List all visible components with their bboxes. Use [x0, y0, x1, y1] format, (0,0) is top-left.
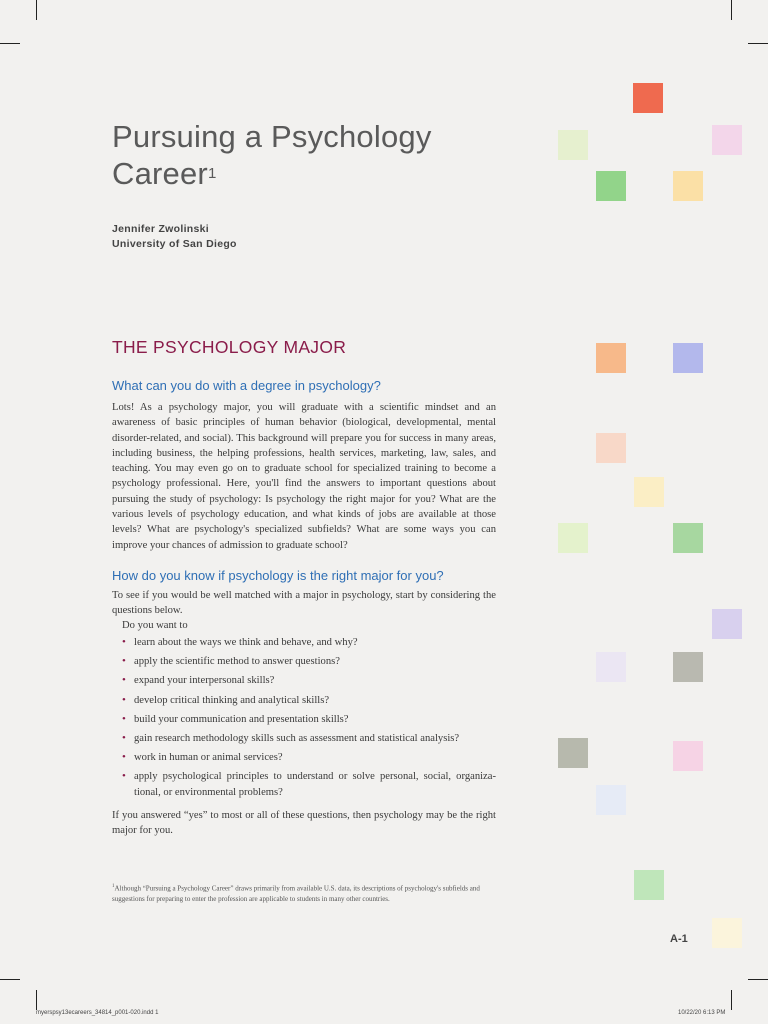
deco-square	[596, 785, 626, 815]
deco-square	[673, 523, 703, 553]
deco-square	[673, 741, 703, 771]
footnote-mark: 1	[112, 884, 115, 889]
deco-square	[558, 523, 588, 553]
paragraph-degree: Lots! As a psychology major, you will graduate with a scientific mindset and an awareness of basic principles of human behavior (biological, developmental, mental disorder-related, and social). This background will prepare you for success in many areas, including business, the helping professions, health services, marketing, law, sales, and teaching. You may even go on to graduate school for specialized training to become a psychology professional. Here, you'll find the answers to important questions about pursuing the study of psychology: Is psychology the right major for you? What are the various levels of psychology education, and what kinds of jobs are available at those levels? What are psychology's specialized subfields? What are some ways you can improve your chances of admission to graduate school?	[112, 402, 496, 551]
crop-mark	[36, 990, 37, 1010]
deco-square	[558, 130, 588, 160]
list-item: • gain research methodology skills such as assessment and statistical analysis?	[122, 731, 496, 746]
slug-filename: myerspsy13ecareers_34814_p001-020.indd 1	[36, 1010, 159, 1016]
deco-square	[712, 918, 742, 948]
subheading-degree: What can you do with a degree in psychology?	[112, 378, 381, 393]
deco-square	[596, 433, 626, 463]
bullet-icon: •	[122, 693, 126, 706]
crop-mark	[748, 979, 768, 980]
list-item: • develop critical thinking and analytical skills?	[122, 693, 496, 708]
author-block	[112, 222, 237, 251]
slug-date: 10/22/20 6:13 PM	[678, 1010, 726, 1016]
chapter-title-line1: Pursuing a Psychology	[112, 119, 432, 154]
footnote	[112, 882, 496, 904]
bullet-icon: •	[122, 712, 126, 725]
deco-square	[596, 652, 626, 682]
deco-square	[673, 343, 703, 373]
paragraph-conclusion: If you answered “yes” to most or all of these questions, then psychology may be the right major for you.	[112, 810, 496, 837]
bullet-icon: •	[122, 655, 126, 668]
deco-square	[712, 609, 742, 639]
bullet-icon: •	[122, 636, 126, 648]
author-affiliation: University of San Diego	[112, 237, 237, 250]
crop-mark	[731, 0, 732, 20]
section-title: THE PSYCHOLOGY MAJOR	[112, 337, 347, 357]
list-item: • work in human or animal services?	[122, 750, 496, 765]
deco-square	[596, 171, 626, 201]
footnote-text: Although “Pursuing a Psychology Career” draws primarily from available U.S. data, its descriptions of psychology's subfields and suggestions for preparing to enter the profession are applicable to students in many other countries.	[112, 884, 480, 903]
bullet-icon: •	[122, 674, 126, 687]
crop-mark	[731, 990, 732, 1010]
bullet-icon: •	[122, 751, 126, 764]
crop-mark	[748, 43, 768, 44]
deco-square	[712, 125, 742, 155]
list-item: • apply psychological principles to understand or solve personal, social, organizational, or environmental problems?	[122, 770, 496, 798]
deco-square	[634, 477, 664, 507]
deco-square	[633, 83, 663, 113]
page-number: A-1	[670, 933, 688, 945]
title-footnote-mark: 1	[207, 165, 217, 182]
bullet-icon: •	[122, 731, 126, 744]
question-list	[122, 635, 496, 804]
list-item: • apply the scientific method to answer questions?	[122, 654, 496, 669]
paragraph-lead: Do you want to	[122, 620, 188, 631]
bullet-icon: •	[122, 770, 126, 783]
chapter-title-line2: Career	[112, 156, 208, 191]
chapter-title	[112, 118, 432, 198]
deco-square	[558, 738, 588, 768]
crop-mark	[0, 43, 20, 44]
crop-mark	[36, 0, 37, 20]
deco-square	[673, 652, 703, 682]
subheading-right-major: How do you know if psychology is the right major for you?	[112, 568, 444, 583]
list-item: • learn about the ways we think and behave, and why?	[122, 635, 496, 650]
list-item: • expand your interpersonal skills?	[122, 673, 496, 688]
deco-square	[634, 870, 664, 900]
author-name: Jennifer Zwolinski	[112, 223, 210, 235]
paragraph-intro: To see if you would be well matched with a major in psychology, start by considering the questions below.	[112, 590, 496, 617]
deco-square	[596, 343, 626, 373]
deco-square	[673, 171, 703, 201]
list-item: • build your communication and presentation skills?	[122, 712, 496, 727]
crop-mark	[0, 979, 20, 980]
